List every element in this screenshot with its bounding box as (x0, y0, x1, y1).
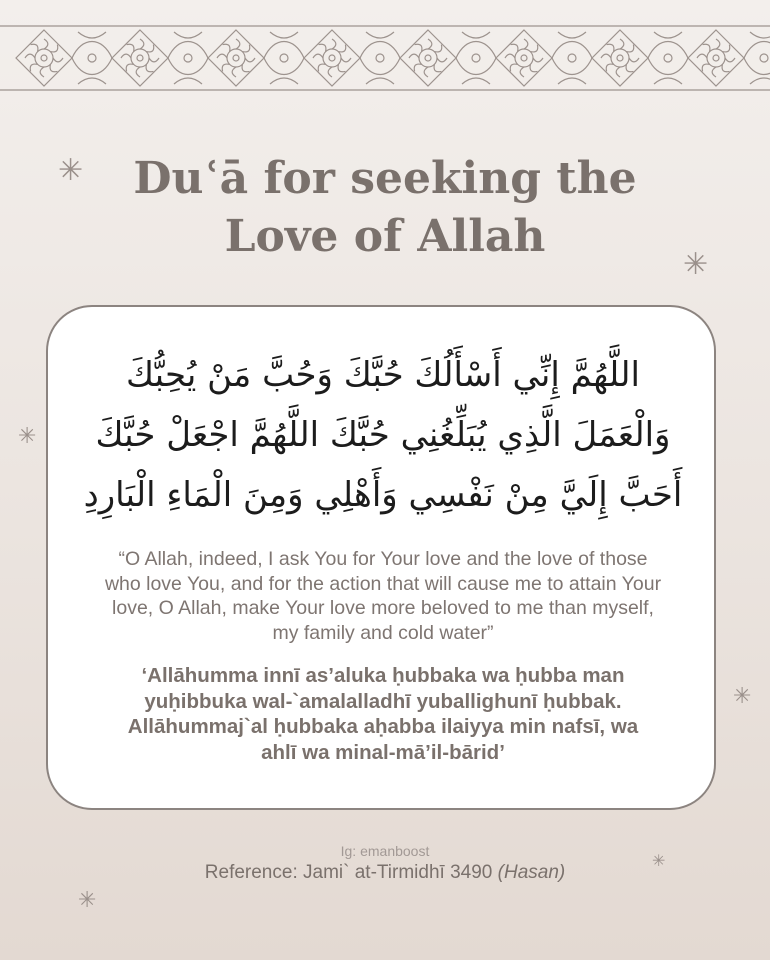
translation-line-3: love, O Allah, make Your love more beloved to me than myself, (112, 597, 654, 619)
arabic-line-3: أَحَبَّ إِلَيَّ مِنْ نَفْسِي وَأَهْلِي وَمِنَ الْمَاءِ الْبَارِدِ (83, 475, 683, 515)
translit-line-2: yuḥibbuka wal-`amalalladhī yuballighunī ḥubbak. (144, 689, 622, 713)
reference-grade: (Hasan) (497, 862, 566, 883)
ornamental-border (0, 22, 770, 94)
arabic-line-1: اللَّهُمَّ إِنِّي أَسْأَلُكَ حُبَّكَ وَحُبَّ مَنْ يُحِبُّكَ (126, 355, 640, 395)
english-translation (68, 547, 698, 645)
translit-line-4: ahlī wa minal-mā’il-bārid’ (261, 740, 505, 764)
sparkle-icon: ✳ (733, 684, 752, 709)
arabic-line-2: وَالْعَمَلَ الَّذِي يُبَلِّغُنِي حُبَّكَ اللَّهُمَّ اجْعَلْ حُبَّكَ (95, 415, 671, 455)
translation-line-4: my family and cold water” (272, 621, 494, 644)
dua-card (46, 305, 716, 810)
transliteration (68, 663, 698, 765)
arabic-dua (78, 345, 688, 525)
reference (0, 862, 770, 884)
sparkle-icon: ✳ (58, 153, 84, 188)
title-line-1: Duʿā for seeking the (133, 153, 637, 204)
sparkle-icon: ✳ (18, 424, 37, 449)
translation-line-2: who love You, and for the action that will cause me to attain Your (104, 572, 662, 595)
sparkle-icon: ✳ (78, 888, 97, 913)
translit-line-1: ‘Allāhumma innī as’aluka ḥubbaka wa ḥubba man (141, 664, 625, 687)
page-title (0, 150, 770, 266)
reference-text: Reference: Jami` at-Tirmidhī 3490 (204, 862, 493, 883)
instagram-handle: Ig: emanboost (340, 843, 430, 859)
sparkle-icon: ✳ (683, 247, 709, 282)
translation-line-1: “O Allah, indeed, I ask You for Your love and the love of those (118, 548, 648, 570)
translit-line-3: Allāhummaj`al ḥubbaka aḥabba ilaiyya min nafsī, wa (127, 715, 639, 738)
sparkle-icon: ✳ (652, 851, 666, 870)
title-line-2: Love of Allah (224, 211, 546, 262)
